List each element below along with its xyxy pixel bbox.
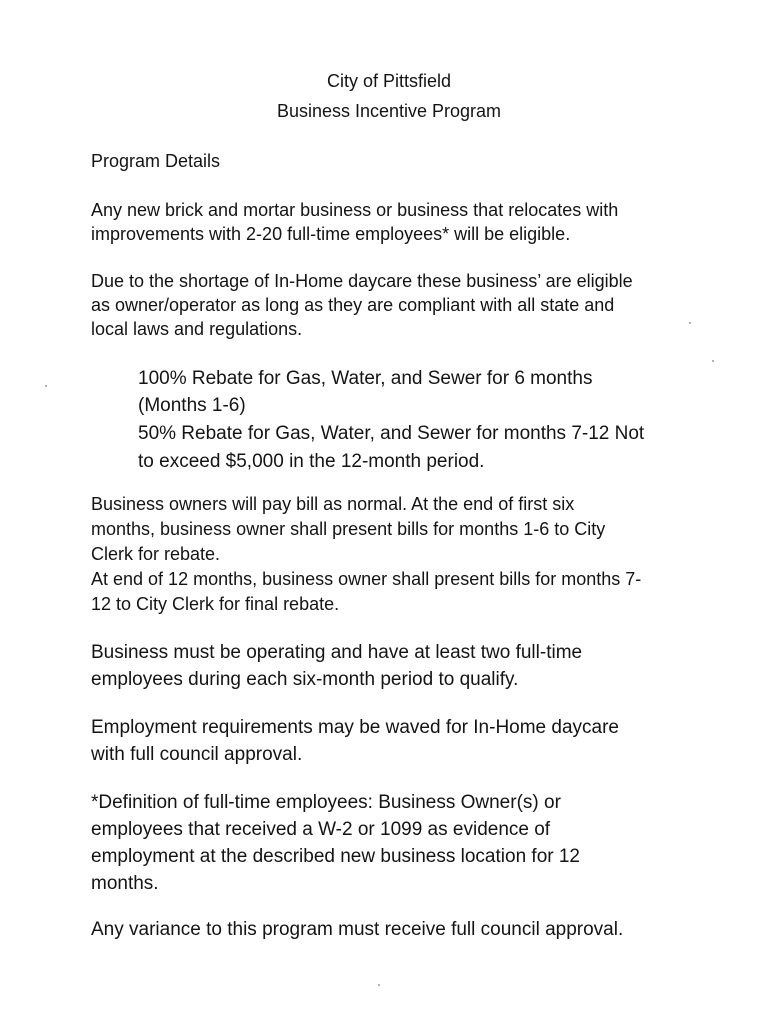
daycare-line: local laws and regulations. [91, 319, 303, 339]
billing-line: Clerk for rebate. [91, 544, 221, 564]
scan-speck [712, 360, 714, 362]
operating-line: Business must be operating and have at least two full-time [91, 642, 583, 663]
billing-line: Business owners will pay bill as normal. At the end of first six [91, 494, 575, 514]
scan-speck [689, 322, 691, 324]
operating-line: employees during each six-month period to qualify. [91, 669, 519, 690]
billing-line: months, business owner shall present bills for months 1-6 to City [91, 519, 606, 539]
eligibility-line: Any new brick and mortar business or business that relocates with [91, 200, 619, 220]
definition-line: employees that received a W-2 or 1099 as evidence of [91, 819, 551, 840]
scan-speck [378, 984, 380, 986]
rebate-line: (Months 1-6) [138, 395, 246, 416]
definition-line: employment at the described new business location for 12 [91, 846, 580, 867]
waiver-line: Employment requirements may be waved for In-Home daycare [91, 717, 620, 738]
city-name: City of Pittsfield [326, 71, 452, 91]
daycare-line: Due to the shortage of In-Home daycare these business’ are eligible [91, 271, 633, 291]
scan-speck [45, 385, 47, 387]
program-name: Business Incentive Program [276, 101, 502, 121]
definition-line: *Definition of full-time employees: Business Owner(s) or [91, 792, 561, 813]
billing-line: At end of 12 months, business owner shall present bills for months 7- [91, 569, 642, 589]
definition-line: months. [91, 873, 159, 894]
variance-line: Any variance to this program must receive full council approval. [91, 919, 624, 940]
rebate-line: 100% Rebate for Gas, Water, and Sewer for 6 months [138, 368, 593, 389]
billing-line: 12 to City Clerk for final rebate. [91, 594, 340, 614]
rebate-line: 50% Rebate for Gas, Water, and Sewer for months 7-12 Not [138, 423, 645, 444]
section-title: Program Details [91, 151, 221, 171]
rebate-line: to exceed $5,000 in the 12-month period. [138, 451, 485, 472]
waiver-line: with full council approval. [91, 744, 303, 765]
eligibility-line: improvements with 2-20 full-time employees* will be eligible. [91, 224, 571, 244]
daycare-line: as owner/operator as long as they are compliant with all state and [91, 295, 615, 315]
